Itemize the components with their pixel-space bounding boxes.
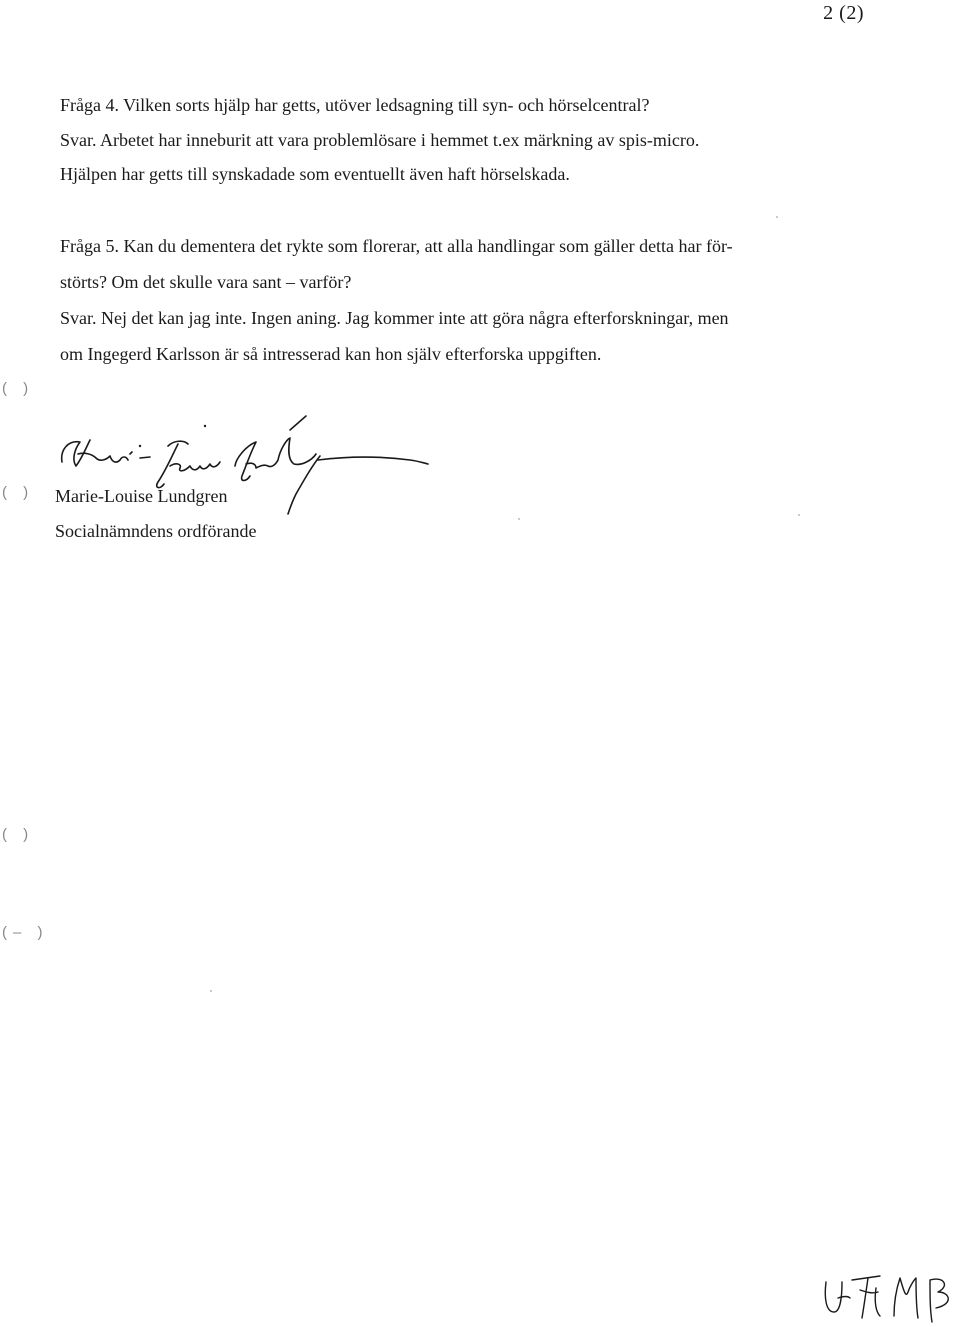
handwritten-initials <box>820 1268 960 1326</box>
initials-text: UJT MB <box>820 1325 824 1326</box>
signature-text: Marie-Louise Lundgren <box>50 518 60 519</box>
answer-4-text-continued: Hjälpen har getts till synskadade som eventuellt även haft hörselskada. <box>60 164 570 184</box>
question-4-text: Fråga 4. Vilken sorts hjälp har getts, utöver ledsagning till syn- och hörselcentral? <box>60 95 650 115</box>
punch-hole-mark: ( ) <box>2 484 35 501</box>
signatory-name: Marie-Louise Lundgren <box>55 486 228 506</box>
question-5-text-continued: störts? Om det skulle vara sant – varför? <box>60 272 352 292</box>
scan-speck <box>776 216 778 218</box>
scan-speck <box>518 518 520 520</box>
punch-hole-mark: ( ) <box>2 380 35 397</box>
question-5-text: Fråga 5. Kan du dementera det rykte som florerar, att alla handlingar som gäller detta har för- <box>60 236 733 256</box>
signatory-title: Socialnämndens ordförande <box>55 521 257 541</box>
punch-hole-mark: (– ) <box>2 924 49 941</box>
answer-5-text: Svar. Nej det kan jag inte. Ingen aning. Jag kommer inte att göra några efterforskningar, men <box>60 308 729 328</box>
page-number: 2 (2) <box>823 2 864 24</box>
scan-speck <box>210 990 212 992</box>
answer-5-text-continued: om Ingegerd Karlsson är så intresserad kan hon själv efterforska uppgiften. <box>60 344 602 364</box>
answer-4-text: Svar. Arbetet har inneburit att vara problemlösare i hemmet t.ex märkning av spis-micro. <box>60 130 700 150</box>
punch-hole-mark: ( ) <box>2 826 35 843</box>
scan-speck <box>798 514 800 516</box>
